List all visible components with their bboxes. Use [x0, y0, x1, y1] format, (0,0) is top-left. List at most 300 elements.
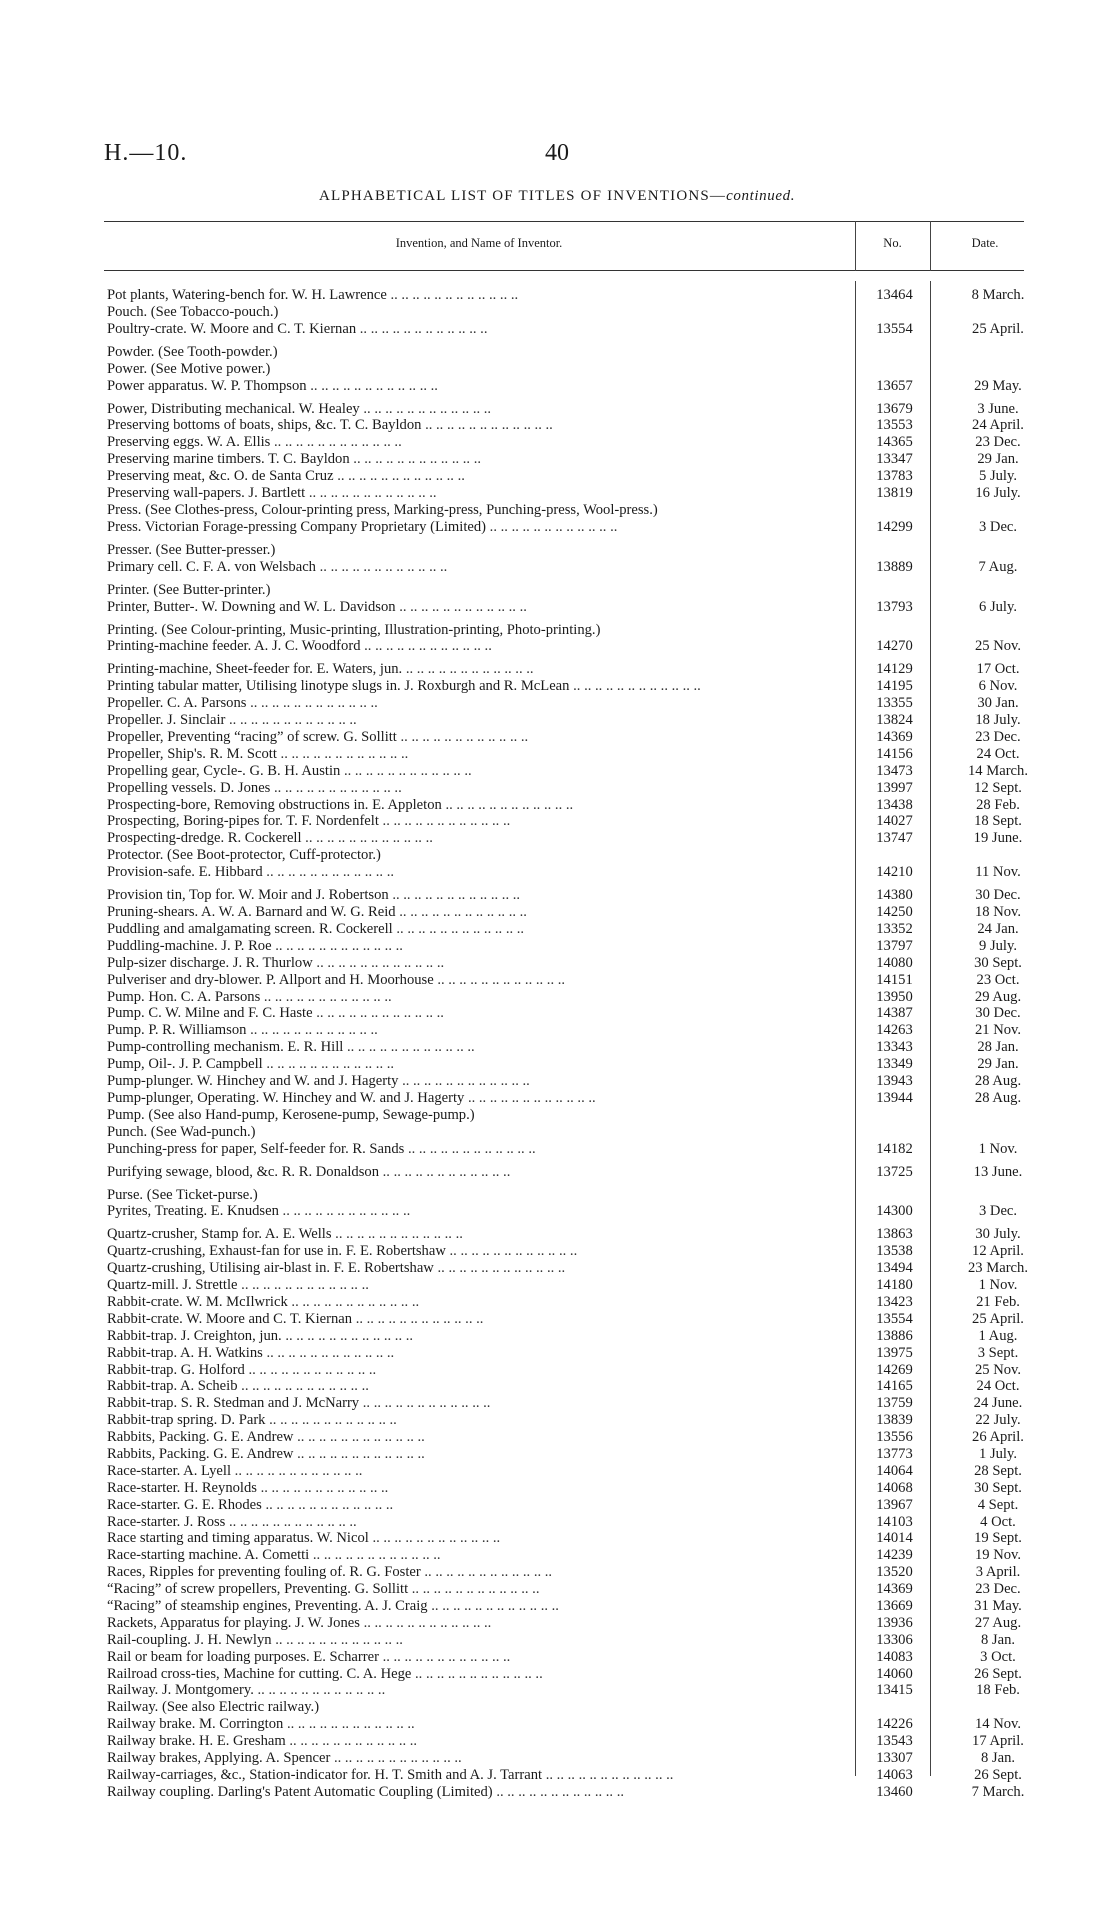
- invention-entry: [107, 847, 847, 864]
- leader-dots: .. .. .. .. .. .. .. .. .. .. .. ..: [293, 1445, 425, 1462]
- patent-number: 14014: [876, 1530, 913, 1547]
- patent-number: 14063: [876, 1766, 913, 1783]
- invention-entry: [107, 1784, 847, 1801]
- patent-number: 13355: [876, 695, 913, 712]
- invention-entry: [107, 1141, 847, 1158]
- invention-text: Rail-coupling. J. H. Newlyn: [107, 1631, 272, 1648]
- patent-date: 16 July.: [975, 485, 1021, 502]
- table-row: [107, 1530, 1027, 1547]
- leader-dots: .. .. .. .. .. .. .. .. .. .. .. ..: [340, 762, 472, 779]
- invention-text: Quartz-mill. J. Strettle: [107, 1277, 238, 1294]
- invention-entry: [107, 1514, 847, 1531]
- patent-date: 21 Feb.: [976, 1293, 1020, 1310]
- leader-dots: .. .. .. .. .. .. .. .. .. .. .. ..: [433, 971, 566, 988]
- invention-text: Propelling vessels. D. Jones: [107, 779, 271, 796]
- table-row: [107, 361, 1027, 378]
- leader-dots: .. .. .. .. .. .. .. .. .. .. .. ..: [281, 1327, 414, 1344]
- invention-entry: [107, 622, 847, 639]
- invention-entry: [107, 1362, 847, 1379]
- invention-text: Pump-plunger, Operating. W. Hinchey and W. and J. Hagerty: [107, 1089, 465, 1106]
- patent-number: 13543: [876, 1733, 913, 1750]
- leader-dots: .. .. .. .. .. .. .. .. .. .. .. ..: [256, 1479, 389, 1496]
- patent-date: 6 Nov.: [978, 678, 1018, 695]
- patent-date: 25 April.: [972, 1310, 1024, 1327]
- patent-date: 18 Sept.: [974, 813, 1022, 830]
- patent-date: 19 Nov.: [974, 1547, 1022, 1564]
- patent-number: 13725: [876, 1163, 913, 1180]
- invention-entry: [107, 638, 847, 655]
- patent-date: 26 Sept.: [974, 1766, 1022, 1783]
- invention-entry: [107, 864, 847, 881]
- invention-entry: [107, 1311, 847, 1328]
- leader-dots: .. .. .. .. .. .. .. .. .. .. .. ..: [359, 1614, 492, 1631]
- leader-dots: .. .. .. .. .. .. .. .. .. .. .. ..: [305, 485, 437, 502]
- leader-dots: .. .. .. .. .. .. .. .. .. .. .. ..: [408, 1581, 540, 1598]
- patent-number: 13773: [876, 1445, 913, 1462]
- invention-text: Pump. P. R. Williamson: [107, 1022, 247, 1039]
- patent-date: 30 Jan.: [977, 695, 1019, 712]
- patent-number: 14080: [876, 954, 913, 971]
- patent-date: 4 Oct.: [980, 1513, 1016, 1530]
- leader-dots: .. .. .. .. .. .. .. .. .. .. .. ..: [271, 1631, 403, 1648]
- invention-text: Race-starter. A. Lyell: [107, 1462, 232, 1479]
- table-row: [107, 887, 1027, 904]
- patent-number: 14064: [876, 1462, 913, 1479]
- table-row: [107, 1733, 1027, 1750]
- patent-number: 14226: [876, 1716, 913, 1733]
- invention-entry: [107, 559, 847, 576]
- invention-entry: [107, 746, 847, 763]
- patent-number: 14182: [876, 1140, 913, 1157]
- invention-text: Punching-press for paper, Self-feeder for. R. Sands: [107, 1140, 405, 1157]
- invention-text: Preserving wall-papers. J. Bartlett: [107, 485, 306, 502]
- leader-dots: .. .. .. .. .. .. .. .. .. .. .. ..: [285, 1733, 418, 1750]
- table-row: [107, 559, 1027, 582]
- patent-number: 13538: [876, 1243, 913, 1260]
- table-row: [107, 451, 1027, 468]
- invention-text: Printing tabular matter, Utilising linotype slugs in. J. Roxburgh and R. McLean: [107, 678, 570, 695]
- patent-date: 6 July.: [979, 598, 1017, 615]
- invention-entry: [107, 378, 847, 395]
- invention-entry: [107, 1005, 847, 1022]
- invention-text: Pump. C. W. Milne and F. C. Haste: [107, 1005, 313, 1022]
- patent-date: 23 Dec.: [975, 434, 1021, 451]
- leader-dots: .. .. .. .. .. .. .. .. .. .. .. ..: [378, 813, 511, 830]
- leader-dots: .. .. .. .. .. .. .. .. .. .. .. ..: [270, 434, 402, 451]
- patent-date: 24 Oct.: [976, 1378, 1020, 1395]
- invention-text: Prospecting, Boring-pipes for. T. F. Nordenfelt: [107, 813, 379, 830]
- patent-number: 13423: [876, 1293, 913, 1310]
- invention-entry: [107, 1699, 847, 1716]
- table-row: [107, 321, 1027, 344]
- invention-text: Presser. (See Butter-presser.): [107, 541, 276, 558]
- patent-number: 13306: [876, 1631, 913, 1648]
- leader-dots: .. .. .. .. .. .. .. .. .. .. .. ..: [278, 1203, 411, 1220]
- invention-entry: [107, 780, 847, 797]
- patent-number: 13556: [876, 1429, 913, 1446]
- patent-number: 13554: [876, 320, 913, 337]
- invention-text: Propeller. J. Sinclair: [107, 712, 226, 729]
- invention-text: Race-starting machine. A. Cometti: [107, 1547, 310, 1564]
- leader-dots: .. .. .. .. .. .. .. .. .. .. .. ..: [312, 1005, 444, 1022]
- invention-entry: [107, 763, 847, 780]
- patent-date: 22 July.: [975, 1412, 1021, 1429]
- leader-dots: .. .. .. .. .. .. .. .. .. .. .. ..: [262, 1344, 395, 1361]
- patent-date: 28 Aug.: [974, 1089, 1022, 1106]
- patent-date: 29 Jan.: [977, 451, 1019, 468]
- invention-entry: [107, 599, 847, 616]
- table-row: [107, 287, 1027, 304]
- patent-date: 29 Jan.: [977, 1056, 1019, 1073]
- leader-dots: .. .. .. .. .. .. .. .. .. .. .. ..: [356, 320, 488, 337]
- patent-date: 31 May.: [974, 1598, 1022, 1614]
- table-row: [107, 1328, 1027, 1345]
- patent-date: 1 Nov.: [978, 1140, 1018, 1157]
- leader-dots: .. .. .. .. .. .. .. .. .. .. .. ..: [569, 678, 701, 695]
- invention-entry: [107, 401, 847, 418]
- invention-text: Railway brakes, Applying. A. Spencer: [107, 1750, 331, 1767]
- leader-dots: .. .. .. .. .. .. .. .. .. .. .. ..: [246, 695, 378, 712]
- patent-number: 13657: [876, 377, 913, 394]
- table-row: [107, 1412, 1027, 1429]
- table-row: [107, 1581, 1027, 1598]
- invention-text: Punch. (See Wad-punch.): [107, 1123, 256, 1140]
- invention-text: Rabbit-crate. W. Moore and C. T. Kiernan: [107, 1310, 353, 1327]
- patent-date: 24 Jan.: [977, 920, 1019, 937]
- leader-dots: .. .. .. .. .. .. .. .. .. .. .. ..: [433, 1260, 566, 1277]
- invention-text: Printing-machine, Sheet-feeder for. E. Waters, jun.: [107, 661, 403, 678]
- leader-dots: .. .. .. .. .. .. .. .. .. .. .. ..: [349, 451, 481, 468]
- table-row: [107, 1750, 1027, 1767]
- invention-text: Preserving bottoms of boats, ships, &c. T. C. Bayldon: [107, 417, 422, 434]
- invention-text: Railway. (See also Electric railway.): [107, 1699, 320, 1716]
- table-row: [107, 1547, 1027, 1564]
- table-row: [107, 1226, 1027, 1243]
- invention-text: Pump-controlling mechanism. E. R. Hill: [107, 1039, 344, 1056]
- patent-date: 28 Sept.: [974, 1462, 1022, 1479]
- invention-text: Pump. Hon. C. A. Parsons: [107, 988, 261, 1005]
- patent-date: 18 Feb.: [976, 1682, 1020, 1699]
- invention-entry: [107, 1107, 847, 1124]
- invention-entry: [107, 989, 847, 1006]
- patent-number: 13473: [876, 762, 913, 779]
- title-main: ALPHABETICAL LIST OF TITLES OF INVENTIONS—: [318, 188, 727, 204]
- table-row: [107, 434, 1027, 451]
- leader-dots: .. .. .. .. .. .. .. .. .. .. .. ..: [343, 1039, 475, 1056]
- table-row: [107, 695, 1027, 712]
- patent-number: 14299: [876, 518, 913, 535]
- leader-dots: .. .. .. .. .. .. .. .. .. .. .. ..: [395, 904, 527, 921]
- invention-text: Pot plants, Watering-bench for. W. H. Lawrence: [107, 287, 387, 303]
- invention-text: Quartz-crushing, Utilising air-blast in. F. E. Robertshaw: [107, 1260, 434, 1277]
- invention-text: Preserving marine timbers. T. C. Bayldon: [107, 451, 350, 468]
- patent-number: 14210: [876, 864, 913, 881]
- leader-dots: .. .. .. .. .. .. .. .. .. .. .. ..: [225, 1513, 357, 1530]
- invention-text: Railway-carriages, &c., Station-indicator for. H. T. Smith and A. J. Tarrant: [107, 1766, 543, 1783]
- invention-entry: [107, 1277, 847, 1294]
- leader-dots: .. .. .. .. .. .. .. .. .. .. .. ..: [237, 1378, 369, 1395]
- patent-number: 14380: [876, 887, 913, 904]
- invention-entry: [107, 304, 847, 321]
- table-row: [107, 1514, 1027, 1531]
- patent-number: 14365: [876, 434, 913, 451]
- invention-text: Railway coupling. Darling's Patent Automatic Coupling (Limited): [107, 1783, 493, 1800]
- patent-number: 13783: [876, 468, 913, 485]
- table-row: [107, 1497, 1027, 1514]
- patent-number: 13307: [876, 1750, 913, 1767]
- invention-entry: [107, 1378, 847, 1395]
- invention-entry: [107, 1039, 847, 1056]
- table-row: [107, 304, 1027, 321]
- invention-entry: [107, 1345, 847, 1362]
- invention-text: Quartz-crusher, Stamp for. A. E. Wells: [107, 1226, 332, 1243]
- patent-date: 17 Oct.: [976, 661, 1020, 678]
- patent-number: 14068: [876, 1479, 913, 1496]
- leader-dots: .. .. .. .. .. .. .. .. .. .. .. ..: [411, 1665, 543, 1682]
- invention-text: Rabbit-trap. J. Creighton, jun.: [107, 1327, 282, 1344]
- invention-entry: [107, 344, 847, 361]
- invention-text: “Racing” of screw propellers, Preventing. G. Sollitt: [107, 1581, 409, 1598]
- invention-text: Rabbits, Packing. G. E. Andrew: [107, 1445, 294, 1462]
- patent-date: 19 June.: [973, 830, 1023, 847]
- patent-date: 25 Nov.: [974, 1361, 1022, 1378]
- leader-dots: .. .. .. .. .. .. .. .. .. .. .. ..: [378, 1648, 511, 1665]
- patent-number: 13343: [876, 1039, 913, 1056]
- invention-text: Pruning-shears. A. W. A. Barnard and W. G. Reid: [107, 904, 396, 921]
- table-row: [107, 1378, 1027, 1395]
- invention-text: Pyrites, Treating. E. Knudsen: [107, 1203, 279, 1220]
- invention-entry: [107, 921, 847, 938]
- leader-dots: .. .. .. .. .. .. .. .. .. .. .. ..: [445, 1243, 578, 1260]
- invention-text: Rabbit-crate. W. M. McIlwrick: [107, 1293, 288, 1310]
- table-row: [107, 417, 1027, 434]
- leader-dots: .. .. .. .. .. .. .. .. .. .. .. ..: [262, 1056, 395, 1073]
- invention-text: Primary cell. C. F. A. von Welsbach: [107, 558, 316, 575]
- invention-entry: [107, 1767, 847, 1784]
- patent-number: 14387: [876, 1005, 913, 1022]
- invention-text: Purifying sewage, blood, &c. R. R. Donaldson: [107, 1163, 379, 1180]
- column-divider-header-2: [930, 221, 931, 271]
- patent-date: 8 March.: [971, 287, 1025, 303]
- leader-dots: .. .. .. .. .. .. .. .. .. .. .. ..: [270, 779, 402, 796]
- table-row: [107, 1716, 1027, 1733]
- invention-entry: [107, 1666, 847, 1683]
- invention-entry: [107, 1412, 847, 1429]
- table-row: [107, 938, 1027, 955]
- invention-entry: [107, 1446, 847, 1463]
- invention-entry: [107, 1395, 847, 1412]
- patent-date: 3 Dec.: [978, 518, 1018, 535]
- invention-entry: [107, 1073, 847, 1090]
- invention-text: Races, Ripples for preventing fouling of. R. G. Foster: [107, 1564, 421, 1581]
- leader-dots: .. .. .. .. .. .. .. .. .. .. .. ..: [398, 1072, 530, 1089]
- leader-dots: .. .. .. .. .. .. .. .. .. .. .. ..: [420, 1564, 553, 1581]
- invention-entry: [107, 582, 847, 599]
- page-reference: H.—10.: [104, 140, 188, 166]
- table-row: [107, 780, 1027, 797]
- invention-text: Press. Victorian Forage-pressing Company Proprietary (Limited): [107, 518, 487, 535]
- leader-dots: .. .. .. .. .. .. .. .. .. .. .. ..: [287, 1293, 420, 1310]
- invention-entry: [107, 1547, 847, 1564]
- invention-text: Rabbit-trap. S. R. Stedman and J. McNarry: [107, 1395, 360, 1412]
- patent-number: 13460: [876, 1783, 913, 1800]
- patent-date: 12 Sept.: [974, 779, 1022, 796]
- patent-date: 26 April.: [972, 1429, 1024, 1446]
- table-row: [107, 485, 1027, 502]
- table-row: [107, 1767, 1027, 1784]
- table-row: [107, 678, 1027, 695]
- patent-date: 7 March.: [971, 1783, 1025, 1800]
- invention-text: Printer. (See Butter-printer.): [107, 581, 271, 598]
- table-row: [107, 864, 1027, 887]
- leader-dots: .. .. .. .. .. .. .. .. .. .. .. ..: [331, 1226, 463, 1243]
- leader-dots: .. .. .. .. .. .. .. .. .. .. .. ..: [368, 1530, 501, 1547]
- invention-entry: [107, 542, 847, 559]
- patent-date: 21 Nov.: [974, 1022, 1022, 1039]
- invention-text: Preserving eggs. W. A. Ellis: [107, 434, 271, 451]
- patent-number: 14156: [876, 745, 913, 762]
- invention-text: Pouch. (See Tobacco-pouch.): [107, 303, 279, 320]
- table-row: [107, 599, 1027, 622]
- table-row: [107, 1056, 1027, 1073]
- leader-dots: .. .. .. .. .. .. .. .. .. .. .. ..: [421, 417, 553, 434]
- leader-dots: .. .. .. .. .. .. .. .. .. .. .. ..: [244, 1361, 377, 1378]
- patent-number: 14103: [876, 1513, 913, 1530]
- patent-date: 12 April.: [972, 1243, 1024, 1260]
- invention-text: Puddling and amalgamating screen. R. Cockerell: [107, 920, 393, 937]
- patent-number: 13886: [876, 1327, 913, 1344]
- table-row: [107, 1463, 1027, 1480]
- invention-entry: [107, 1022, 847, 1039]
- table-row: [107, 921, 1027, 938]
- patent-date: 1 Nov.: [978, 1277, 1018, 1294]
- table-row: [107, 638, 1027, 661]
- patent-date: 7 Aug.: [978, 558, 1018, 575]
- patent-date: 23 Dec.: [975, 1581, 1021, 1598]
- invention-entry: [107, 1564, 847, 1581]
- leader-dots: .. .. .. .. .. .. .. .. .. .. .. ..: [262, 864, 394, 881]
- patent-number: 14129: [876, 661, 913, 678]
- patent-date: 25 April.: [972, 320, 1024, 337]
- table-row: [107, 746, 1027, 763]
- table-row: [107, 519, 1027, 542]
- patent-number: 14369: [876, 729, 913, 746]
- invention-entry: [107, 287, 847, 304]
- leader-dots: .. .. .. .. .. .. .. .. .. .. .. ..: [237, 1277, 369, 1294]
- table-row: [107, 502, 1027, 519]
- invention-entry: [107, 1243, 847, 1260]
- invention-entry: [107, 451, 847, 468]
- invention-text: Protector. (See Boot-protector, Cuff-protector.): [107, 847, 381, 864]
- patent-number: 13352: [876, 920, 913, 937]
- patent-date: 11 Nov.: [975, 864, 1021, 881]
- leader-dots: .. .. .. .. .. .. .. .. .. .. .. ..: [265, 1412, 397, 1429]
- leader-dots: .. .. .. .. .. .. .. .. .. .. .. ..: [396, 729, 529, 746]
- table-row: [107, 763, 1027, 780]
- invention-text: Pump. (See also Hand-pump, Kerosene-pump, Sewage-pump.): [107, 1106, 475, 1123]
- invention-text: “Racing” of steamship engines, Preventing. A. J. Craig: [107, 1598, 428, 1614]
- invention-text: Rabbit-trap. G. Holford: [107, 1361, 245, 1378]
- table-row: [107, 1203, 1027, 1226]
- patent-date: 28 Jan.: [977, 1039, 1019, 1056]
- invention-entry: [107, 955, 847, 972]
- table-row: [107, 1666, 1027, 1683]
- invention-entry: [107, 1187, 847, 1204]
- invention-entry: [107, 938, 847, 955]
- patent-number: 14027: [876, 813, 913, 830]
- leader-dots: .. .. .. .. .. .. .. .. .. .. .. ..: [330, 1750, 462, 1767]
- leader-dots: .. .. .. .. .. .. .. .. .. .. .. ..: [231, 1462, 363, 1479]
- table-row: [107, 712, 1027, 729]
- invention-text: Powder. (See Tooth-powder.): [107, 343, 278, 360]
- patent-number: 13679: [876, 400, 913, 417]
- leader-dots: .. .. .. .. .. .. .. .. .. .. .. ..: [309, 1547, 441, 1564]
- leader-dots: .. .. .. .. .. .. .. .. .. .. .. ..: [306, 377, 438, 394]
- patent-number: 13863: [876, 1226, 913, 1243]
- patent-number: 14151: [876, 971, 913, 988]
- page-number: 40: [545, 140, 569, 166]
- invention-text: Rabbit-trap. A. H. Watkins: [107, 1344, 263, 1361]
- inventions-table: [107, 287, 1027, 1801]
- patent-number: 14270: [876, 638, 913, 655]
- patent-date: 1 Aug.: [978, 1327, 1018, 1344]
- invention-text: Propeller, Ship's. R. M. Scott: [107, 745, 277, 762]
- invention-entry: [107, 1682, 847, 1699]
- patent-number: 14060: [876, 1665, 913, 1682]
- patent-date: 24 Oct.: [976, 745, 1020, 762]
- leader-dots: .. .. .. .. .. .. .. .. .. .. .. ..: [352, 1310, 484, 1327]
- patent-date: 29 Aug.: [974, 988, 1022, 1005]
- invention-text: Rail or beam for loading purposes. E. Scharrer: [107, 1648, 379, 1665]
- invention-text: Railway brake. H. E. Gresham: [107, 1733, 286, 1750]
- column-header-invention: Invention, and Name of Inventor.: [395, 236, 563, 250]
- table-top-rule: [104, 221, 1024, 222]
- invention-text: Poultry-crate. W. Moore and C. T. Kiernan: [107, 320, 357, 337]
- patent-number: 13997: [876, 779, 913, 796]
- patent-number: 14369: [876, 1581, 913, 1598]
- invention-text: Race-starter. H. Reynolds: [107, 1479, 257, 1496]
- table-row: [107, 1649, 1027, 1666]
- table-row: [107, 729, 1027, 746]
- invention-entry: [107, 1294, 847, 1311]
- leader-dots: .. .. .. .. .. .. .. .. .. .. .. ..: [379, 1163, 511, 1180]
- leader-dots: .. .. .. .. .. .. .. .. .. .. .. ..: [225, 712, 357, 729]
- patent-date: 19 Sept.: [974, 1530, 1022, 1547]
- leader-dots: .. .. .. .. .. .. .. .. .. .. .. ..: [360, 638, 492, 655]
- table-row: [107, 1294, 1027, 1311]
- patent-number: 14180: [876, 1277, 913, 1294]
- invention-text: Propeller, Preventing “racing” of screw. G. Sollitt: [107, 729, 397, 746]
- patent-date: 30 Dec.: [975, 1005, 1021, 1022]
- table-row: [107, 401, 1027, 418]
- patent-number: 13936: [876, 1614, 913, 1631]
- invention-text: Rabbit-trap spring. D. Park: [107, 1412, 266, 1429]
- invention-entry: [107, 1733, 847, 1750]
- invention-text: Race-starter. J. Ross: [107, 1513, 226, 1530]
- leader-dots: .. .. .. .. .. .. .. .. .. .. .. ..: [315, 558, 448, 575]
- patent-number: 13438: [876, 796, 913, 813]
- table-row: [107, 847, 1027, 864]
- invention-text: Purse. (See Ticket-purse.): [107, 1186, 258, 1203]
- leader-dots: .. .. .. .. .. .. .. .. .. .. .. ..: [301, 830, 433, 847]
- table-row: [107, 1699, 1027, 1716]
- patent-date: 30 Dec.: [975, 887, 1021, 904]
- patent-number: 13759: [876, 1395, 913, 1412]
- patent-number: 14250: [876, 904, 913, 921]
- patent-date: 18 Nov.: [974, 904, 1022, 921]
- table-row: [107, 1039, 1027, 1056]
- invention-entry: [107, 519, 847, 536]
